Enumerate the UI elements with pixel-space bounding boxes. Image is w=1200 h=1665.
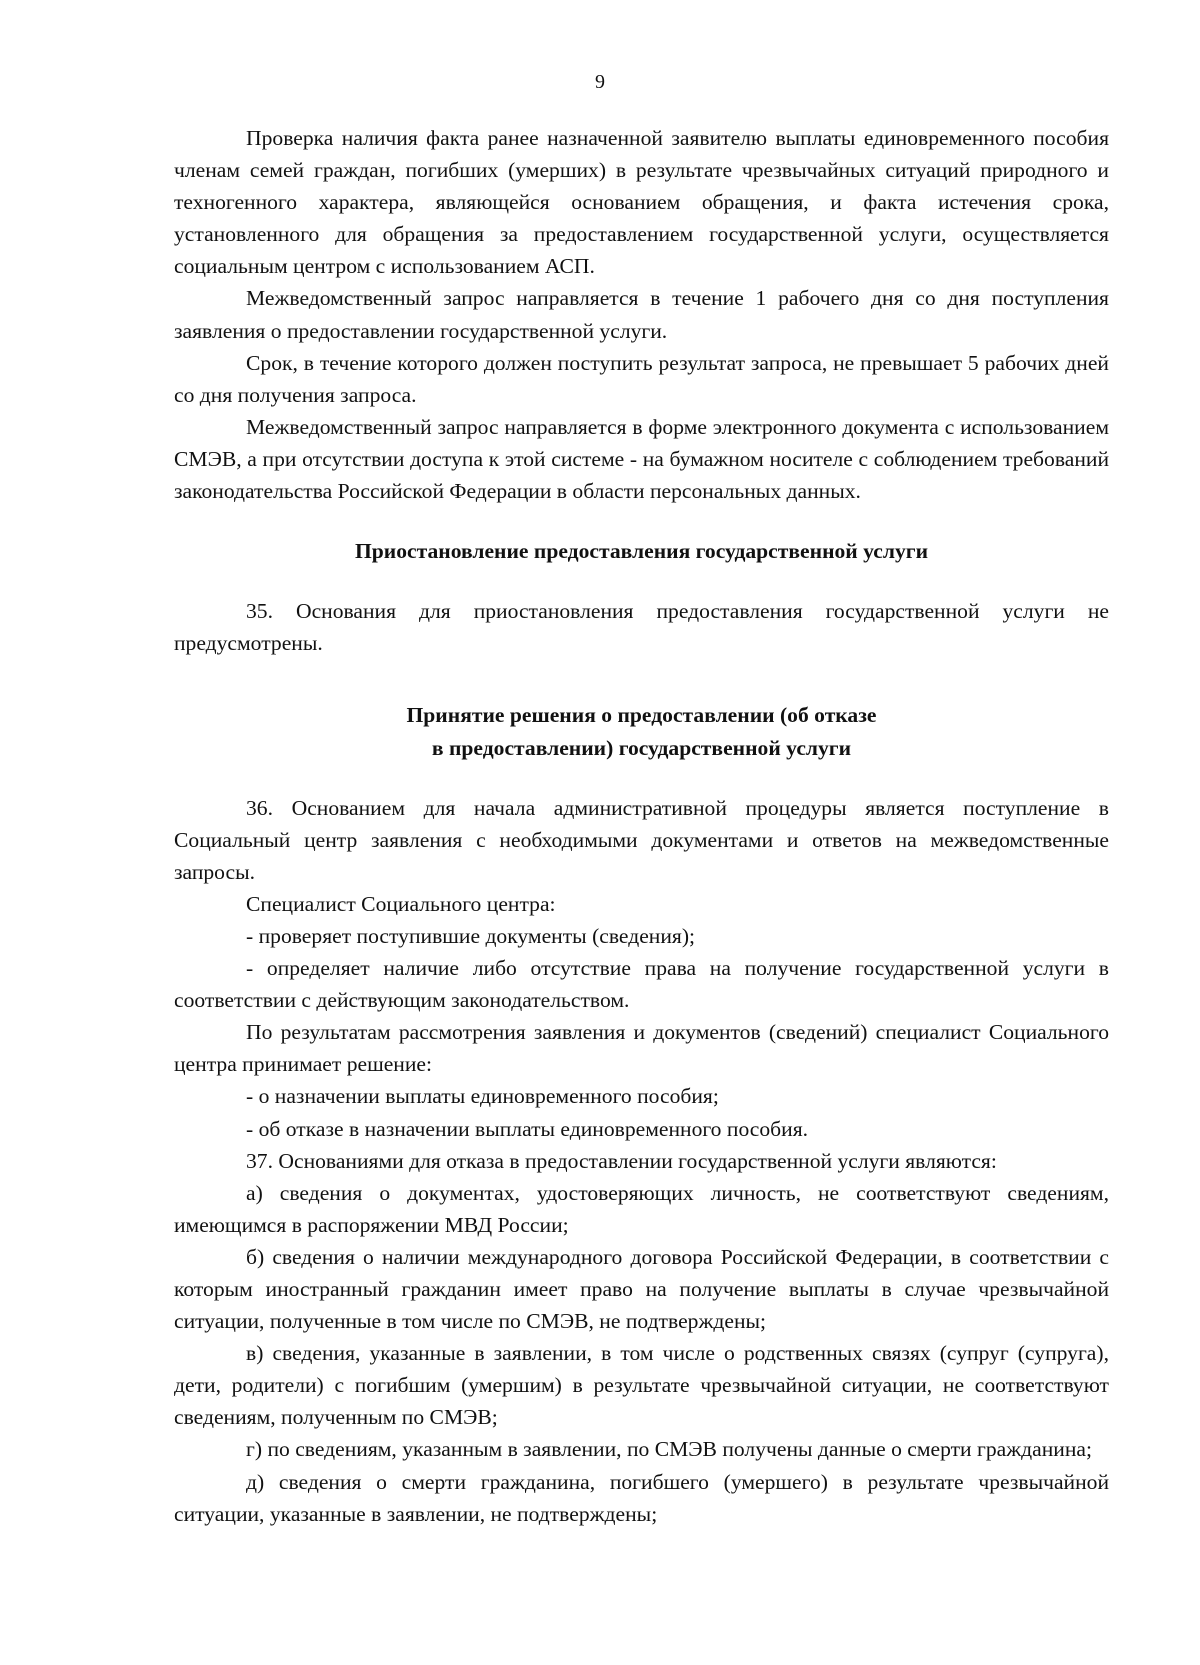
- list-item-a: а) сведения о документах, удостоверяющих личность, не соответствуют сведениям, имеющимся в распоряжении МВД России;: [174, 1180, 1109, 1237]
- list-item-g: г) по сведениям, указанным в заявлении, по СМЭВ получены данные о смерти гражданина;: [246, 1437, 1092, 1462]
- document-body: [174, 122, 1109, 1530]
- list-item-v: в) сведения, указанные в заявлении, в том числе о родственных связях (супруг (супруга), дети, родители) с погибшим (умершим) в результате чрезвычайной ситуации, не соответствуют сведениям, полученным по СМЭВ;: [174, 1341, 1109, 1430]
- paragraph-asp-check: Проверка наличия факта ранее назначенной заявителю выплаты единовременного пособия членам семей граждан, погибших (умерших) в результате чрезвычайных ситуаций природного и техногенного характера, являющейся основанием обращения, и факта истечения срока, установленного для обращения за предоставлением государственной услуги, осуществляется социальным центром с использованием АСП.: [174, 126, 1109, 279]
- paragraph-37: 37. Основаниями для отказа в предоставлении государственной услуги являются:: [246, 1148, 997, 1173]
- paragraph-decision: По результатам рассмотрения заявления и документов (сведений) специалист Социального центра принимает решение:: [174, 1020, 1109, 1077]
- list-item-b: б) сведения о наличии международного договора Российской Федерации, в соответствии с которым иностранный гражданин имеет право на получение выплаты в случае чрезвычайной ситуации, полученные в том числе по СМЭВ, не подтверждены;: [174, 1244, 1109, 1334]
- list-item-grant: - о назначении выплаты единовременного пособия;: [246, 1084, 719, 1109]
- section-heading-decision: [174, 699, 1109, 763]
- page-number: 9: [595, 71, 605, 93]
- list-item-refuse: - об отказе в назначении выплаты единовременного пособия.: [246, 1116, 809, 1141]
- section-heading-decision-line-1: Принятие решения о предоставлении (об отказе: [406, 703, 877, 728]
- paragraph-request-timing: Межведомственный запрос направляется в течение 1 рабочего дня со дня поступления заявления о предоставлении государственной услуги.: [174, 286, 1109, 343]
- list-item-determines-right: - определяет наличие либо отсутствие права на получение государственной услуги в соответствии с действующим законодательством.: [174, 956, 1109, 1013]
- list-item-d: д) сведения о смерти гражданина, погибшего (умершего) в результате чрезвычайной ситуации, указанные в заявлении, не подтверждены;: [174, 1469, 1109, 1526]
- paragraph-specialist: Специалист Социального центра:: [246, 891, 556, 916]
- paragraph-request-form: Межведомственный запрос направляется в форме электронного документа с использованием СМЭВ, а при отсутствии доступа к этой системе - на бумажном носителе с соблюдением требований законодательства Российской Федерации в области персональных данных.: [174, 414, 1109, 504]
- paragraph-35: 35. Основания для приостановления предоставления государственной услуги не предусмотрены.: [174, 599, 1109, 656]
- section-heading-decision-line-2: в предоставлении) государственной услуги: [431, 735, 852, 760]
- paragraph-response-deadline: Срок, в течение которого должен поступить результат запроса, не превышает 5 рабочих дней со дня получения запроса.: [174, 350, 1109, 407]
- section-heading-suspension: Приостановление предоставления государственной услуги: [354, 539, 929, 564]
- list-item-checks-documents: - проверяет поступившие документы (сведения);: [246, 923, 696, 948]
- paragraph-36: 36. Основанием для начала административной процедуры является поступление в Социальный центр заявления с необходимыми документами и ответов на межведомственные запросы.: [174, 795, 1109, 884]
